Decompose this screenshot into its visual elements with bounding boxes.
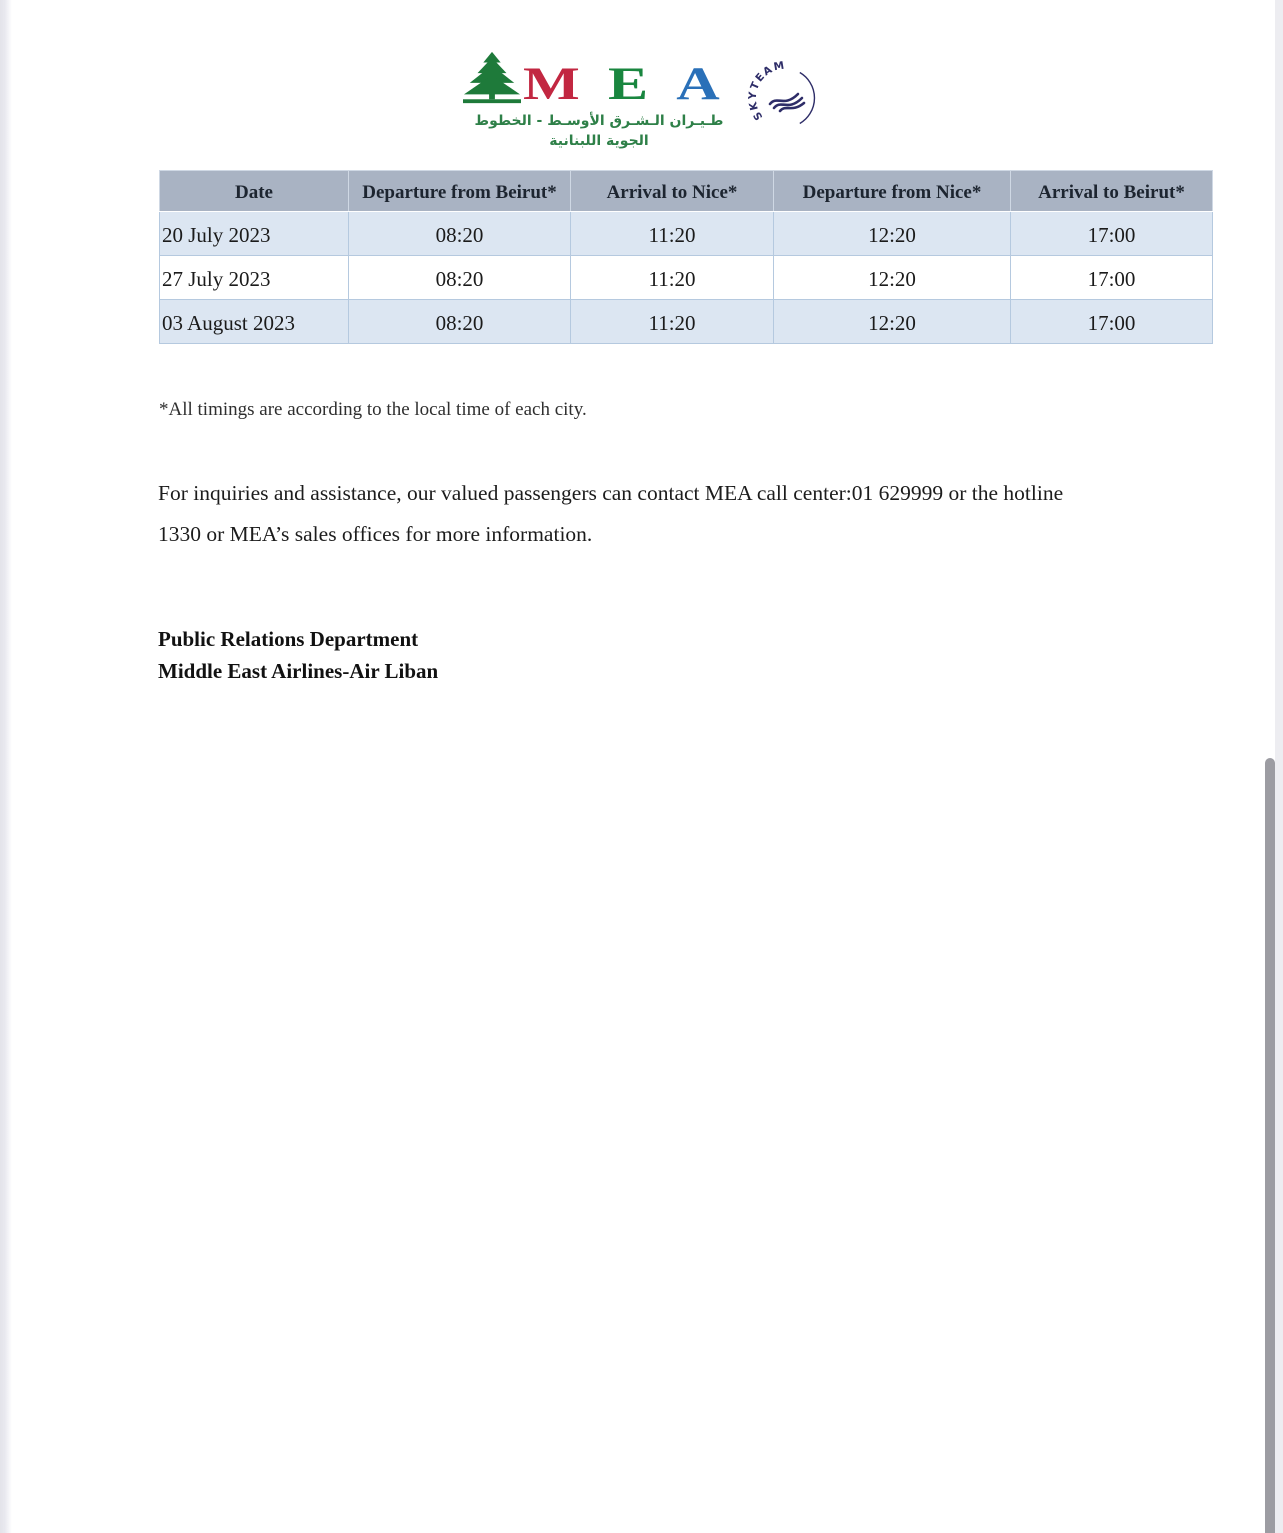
header-arrival-nice: Arrival to Nice* [571,171,774,212]
table-row [160,256,1213,300]
table-header-row [160,171,1213,212]
mea-letter-e: E [607,58,677,110]
page-left-edge [0,0,12,1533]
mea-arabic-name: طـيـران الـشـرق الأوسـط - الخطوط الجوية اللبنانية [474,113,724,149]
cedar-tree-icon [463,50,521,106]
cell-date: 03 August 2023 [160,300,349,344]
cell-date: 20 July 2023 [160,212,349,256]
signature-company: Middle East Airlines-Air Liban [158,658,439,683]
header-departure-beirut: Departure from Beirut* [349,171,571,212]
table-row [160,212,1213,256]
cell-arrival-nice: 11:20 [571,256,774,300]
cell-arrival-nice: 11:20 [571,300,774,344]
scrollbar-thumb[interactable] [1265,758,1275,1533]
flight-schedule-table [159,170,1213,344]
cell-date: 27 July 2023 [160,256,349,300]
cell-departure-beirut: 08:20 [349,300,571,344]
mea-logo [455,45,835,149]
skyteam-label: SKYTEAM [746,59,787,123]
cell-arrival-beirut: 17:00 [1011,212,1213,256]
skyteam-logo [743,53,825,135]
cell-departure-nice: 12:20 [774,212,1011,256]
svg-text:SKYTEAM [747,59,787,122]
signature-department: Public Relations Department [158,627,419,651]
contact-paragraph: For inquiries and assistance, our valued passengers can contact MEA call center:01 629999 or the hotline 1330 or MEA’s sales offices for more information. [158,481,1064,546]
header-date: Date [160,171,349,212]
cell-departure-nice: 12:20 [774,256,1011,300]
signature-block [158,624,438,687]
cell-arrival-beirut: 17:00 [1011,300,1213,344]
mea-letter-a: A [676,58,748,110]
cell-arrival-beirut: 17:00 [1011,256,1213,300]
scrollbar-track[interactable] [1275,0,1283,1533]
mea-wordmark [523,58,748,110]
cell-arrival-nice: 11:20 [571,212,774,256]
mea-letter-m: M [523,58,608,110]
header-arrival-beirut: Arrival to Beirut* [1011,171,1213,212]
timings-footnote: *All timings are according to the local time of each city. [159,399,587,420]
table-row [160,300,1213,344]
cell-departure-beirut: 08:20 [349,212,571,256]
cell-departure-nice: 12:20 [774,300,1011,344]
header-departure-nice: Departure from Nice* [774,171,1011,212]
cell-departure-beirut: 08:20 [349,256,571,300]
